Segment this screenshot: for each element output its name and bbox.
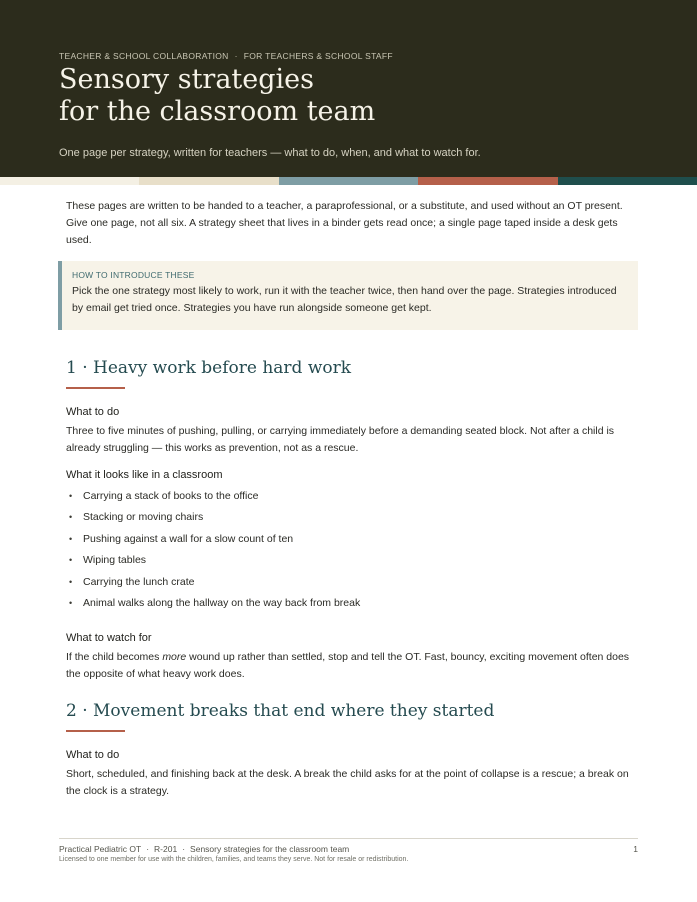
stripe-teal (558, 177, 697, 185)
list-item: • Carrying a stack of books to the office (66, 486, 360, 507)
stripe-slate (279, 177, 418, 185)
section-1-looks-like-heading: What it looks like in a classroom (66, 469, 223, 481)
footer-code: R-201 (154, 844, 178, 854)
title-line-2: for the classroom team (59, 96, 376, 127)
page-title (59, 64, 375, 128)
section-2-rule (66, 730, 125, 732)
footer-citation (59, 844, 349, 854)
watch-text-start: If the child becomes (66, 651, 163, 663)
page-header (0, 0, 697, 177)
footer-publication: Practical Pediatric OT (59, 844, 142, 854)
eyebrow-category: TEACHER & SCHOOL COLLABORATION (59, 51, 229, 61)
stripe-cream (0, 177, 139, 185)
page-number: 1 (633, 844, 638, 854)
header-eyebrow (59, 51, 393, 61)
list-item: • Pushing against a wall for a slow count of ten (66, 529, 360, 550)
footer-divider (59, 838, 638, 839)
title-line-1: Sensory strategies (59, 64, 315, 95)
section-1-what-to-do-text: Three to five minutes of pushing, pulling, or carrying immediately before a demanding seated block. Not after a child is already struggling — this works as prevention, not as a rescue. (66, 425, 615, 454)
eyebrow-separator: · (234, 51, 238, 61)
callout-body: Pick the one strategy most likely to work, run it with the teacher twice, then hand over the page. Strategies introduced by email get tried once. Strategies you have run alongside someone get kept. (72, 285, 617, 314)
section-2-what-to-do-text: Short, scheduled, and finishing back at the desk. A break the child asks for at the point of collapse is a rescue; a break on the clock is a strategy. (66, 768, 629, 797)
section-2-what-to-do-heading: What to do (66, 749, 120, 761)
eyebrow-audience: FOR TEACHERS & SCHOOL STAFF (243, 51, 393, 61)
section-1-watch-text (66, 649, 631, 683)
stripe-sand (139, 177, 278, 185)
section-2-title: 2 · Movement breaks that end where they started (66, 701, 495, 721)
footer-separator: · (146, 844, 150, 854)
license-notice: Licensed to one member for use with the children, families, and teams they serve. Not for resale or redistribution. (59, 856, 409, 863)
callout-label: HOW TO INTRODUCE THESE (72, 270, 195, 280)
callout-box (58, 261, 638, 330)
page-subtitle: One page per strategy, written for teachers — what to do, when, and what to watch for. (59, 147, 481, 159)
footer-separator: · (182, 844, 186, 854)
stripe-terracotta (418, 177, 557, 185)
section-1-title: 1 · Heavy work before hard work (66, 358, 352, 378)
footer-doc-title: Sensory strategies for the classroom team (190, 844, 350, 854)
list-item: • Wiping tables (66, 550, 360, 571)
section-1-rule (66, 387, 125, 389)
list-item: • Animal walks along the hallway on the way back from break (66, 593, 360, 614)
section-1-watch-heading: What to watch for (66, 632, 152, 644)
intro-paragraph: These pages are written to be handed to a teacher, a paraprofessional, or a substitute, and used without an OT present. Give one page, not all six. A strategy sheet that lives in a binder gets read once; a single page taped inside a desk gets used. (66, 200, 623, 246)
list-item: • Stacking or moving chairs (66, 507, 360, 528)
color-stripe-bar (0, 177, 697, 185)
section-1-what-to-do-heading: What to do (66, 406, 120, 418)
watch-text-end: wound up rather than settled, stop and tell the OT. Fast, bouncy, exciting movement often does the opposite of what heavy work does. (66, 651, 630, 680)
section-1-bullet-list (66, 486, 360, 614)
watch-text-emphasis: more (162, 651, 187, 663)
list-item: • Carrying the lunch crate (66, 572, 360, 593)
